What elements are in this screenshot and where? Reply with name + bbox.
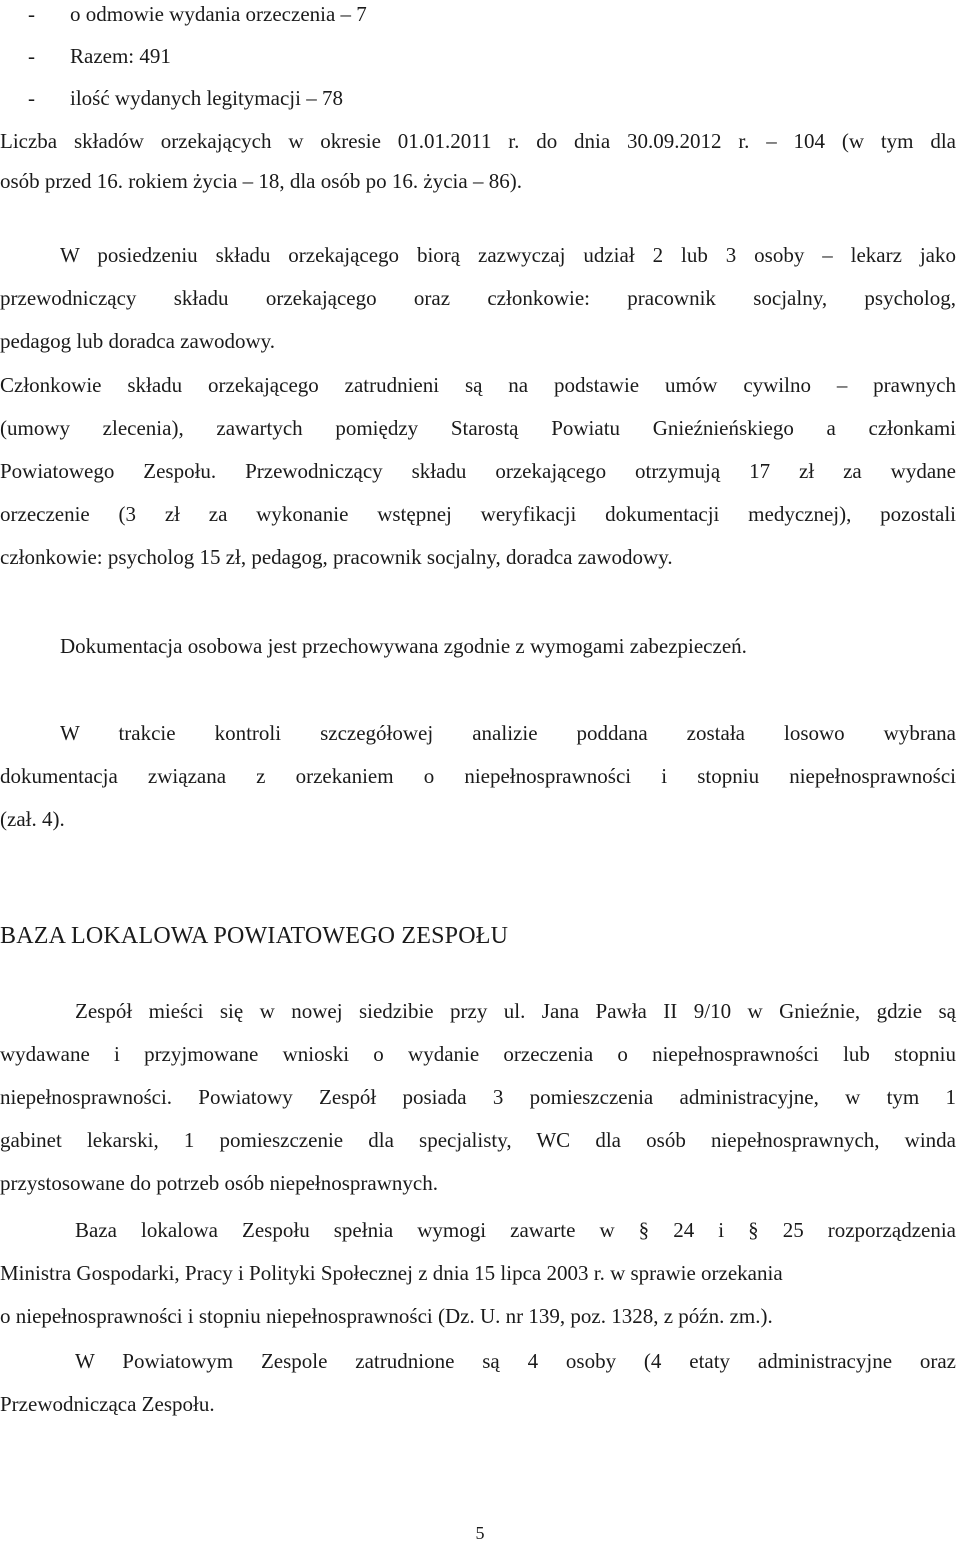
bullet-text: Razem: 491 [70,44,171,68]
bullet-dash: - [28,2,35,26]
text-line: (zał. 4). [0,807,65,831]
text-line: o niepełnosprawności i stopniu niepełnosprawności (Dz. U. nr 139, poz. 1328, z późn. zm.). [0,1304,773,1328]
text-line: gabinet lekarski, 1 pomieszczenie dla specjalisty, WC dla osób niepełnosprawnych, winda [0,1128,956,1152]
text-line: Przewodnicząca Zespołu. [0,1392,215,1416]
text-line: niepełnosprawności. Powiatowy Zespół posiada 3 pomieszczenia administracyjne, w tym 1 [0,1085,956,1109]
text-line: W posiedzeniu składu orzekającego biorą zazwyczaj udział 2 lub 3 osoby – lekarz jako [60,243,956,267]
bullet-dash: - [28,86,35,110]
bullet-text: o odmowie wydania orzeczenia – 7 [70,2,367,26]
paragraph-regulation [0,1209,956,1338]
text-line: W Powiatowym Zespole zatrudnione są 4 osoby (4 etaty administracyjne oraz [75,1349,956,1373]
text-line: przewodniczący składu orzekającego oraz członkowie: pracownik socjalny, psycholog, [0,286,956,310]
text-line: Dokumentacja osobowa jest przechowywana zgodnie z wymogami zabezpieczeń. [60,634,747,658]
text-line: pedagog lub doradca zawodowy. [0,329,276,353]
text-line: orzeczenie (3 zł za wykonanie wstępnej weryfikacji dokumentacji medycznej), pozostali [0,502,956,526]
paragraph-panel-members [0,234,956,363]
bullet-text: ilość wydanych legitymacji – 78 [70,86,343,110]
text-line: Członkowie składu orzekającego zatrudnieni są na podstawie umów cywilno – prawnych [0,373,956,397]
paragraph-composition-count [0,121,956,201]
text-line: członkowie: psycholog 15 zł, pedagog, pracownik socjalny, doradca zawodowy. [0,545,673,569]
page-number: 5 [475,1523,485,1543]
paragraph-staff [0,1340,956,1426]
text-line: dokumentacja związana z orzekaniem o niepełnosprawności i stopniu niepełnosprawności [0,764,956,788]
text-line: Liczba składów orzekających w okresie 01.01.2011 r. do dnia 30.09.2012 r. – 104 (w tym dla [0,129,956,153]
text-line: Baza lokalowa Zespołu spełnia wymogi zawarte w § 24 i § 25 rozporządzenia [75,1218,956,1242]
text-line: Powiatowego Zespołu. Przewodniczący składu orzekającego otrzymują 17 zł za wydane [0,459,956,483]
paragraph-inspection [0,712,956,841]
bullet-dash: - [28,44,35,68]
text-line: Ministra Gospodarki, Pracy i Polityki Społecznej z dnia 15 lipca 2003 r. w sprawie orzekania [0,1261,783,1285]
section-heading: BAZA LOKALOWA POWIATOWEGO ZESPOŁU [0,923,509,949]
text-line: Zespół mieści się w nowej siedzibie przy ul. Jana Pawła II 9/10 w Gnieźnie, gdzie są [75,999,956,1023]
text-line: (umowy zlecenia), zawartych pomiędzy Starostą Powiatu Gnieźnieńskiego a członkami [0,416,956,440]
paragraph-premises [0,990,956,1205]
text-line: osób przed 16. rokiem życia – 18, dla osób po 16. życia – 86). [0,169,522,193]
paragraph-employment [0,364,956,579]
text-line: wydawane i przyjmowane wnioski o wydanie orzeczenia o niepełnosprawności lub stopniu [0,1042,956,1066]
text-line: W trakcie kontroli szczegółowej analizie poddana została losowo wybrana [60,721,956,745]
text-line: przystosowane do potrzeb osób niepełnosprawnych. [0,1171,438,1195]
paragraph-personnel-docs [0,625,956,668]
